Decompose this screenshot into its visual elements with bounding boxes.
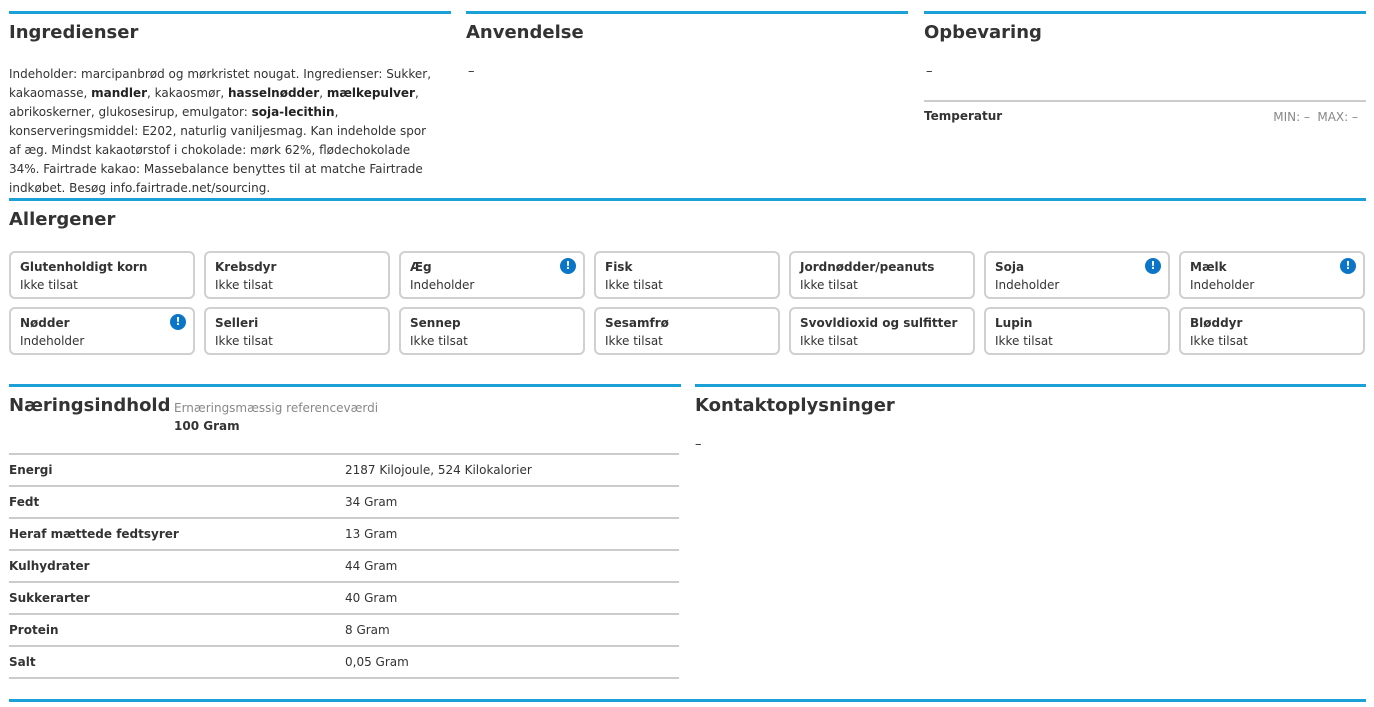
exclamation-circle-icon: !	[1145, 258, 1161, 274]
nutrient-name: Sukkerarter	[9, 591, 90, 605]
allergen-name: Mælk	[1190, 260, 1227, 274]
contact-value: –	[695, 437, 702, 452]
allergen-status: Indeholder	[995, 278, 1060, 292]
contact-section	[695, 384, 1366, 504]
allergen-name: Selleri	[215, 316, 259, 330]
allergen-status: Ikke tilsat	[410, 334, 468, 348]
allergen-status: Ikke tilsat	[605, 278, 663, 292]
temperature-min: MIN: –	[1273, 110, 1310, 124]
allergen-status: Ikke tilsat	[605, 334, 663, 348]
ingredient-text-segment: , konserveringsmiddel: E202, naturlig vaniljesmag. Kan indeholde spor af æg. Mindst kakaotørstof i chokolade: mørk 62%, flødechokolade 34%. Fairtrade kakao: Massebalance benyttes til at matche Fairtrade indkøbet. Besøg info.fairtrade.net/sourcing.	[9, 105, 427, 195]
ingredient-allergen-highlight: mandler	[91, 86, 147, 100]
nutrient-value: 44 Gram	[345, 559, 398, 573]
allergen-name: Fisk	[605, 260, 633, 274]
nutrient-name: Fedt	[9, 495, 40, 509]
ingredients-text	[9, 65, 439, 198]
nutrient-name: Salt	[9, 655, 36, 669]
usage-title: Anvendelse	[466, 22, 584, 43]
allergen-status: Ikke tilsat	[995, 334, 1053, 348]
temperature-label: Temperatur	[924, 109, 1003, 123]
usage-value: –	[468, 64, 475, 79]
allergen-grid	[9, 251, 1366, 355]
nutrition-row	[9, 647, 679, 679]
nutrient-value: 13 Gram	[345, 527, 398, 541]
usage-section	[466, 11, 908, 131]
allergen-card	[789, 251, 975, 299]
allergen-card	[204, 251, 390, 299]
storage-title: Opbevaring	[924, 22, 1042, 43]
nutrition-section	[9, 384, 681, 684]
allergen-card	[399, 307, 585, 355]
ingredient-text-segment: Indeholder: marcipanbrød og mørkristet nougat. Ingredienser: Sukker, kakaomasse,	[9, 67, 432, 100]
storage-value: –	[926, 64, 933, 79]
nutrient-name: Protein	[9, 623, 59, 637]
temperature-max: MAX: –	[1317, 110, 1358, 124]
allergen-name: Bløddyr	[1190, 316, 1243, 330]
ingredient-allergen-highlight: mælkepulver	[326, 86, 415, 100]
contact-title: Kontaktoplysninger	[695, 395, 895, 416]
nutrition-title: Næringsindhold	[9, 395, 171, 416]
temperature-row	[924, 100, 1366, 130]
exclamation-circle-icon: !	[560, 258, 576, 274]
nutrition-row	[9, 455, 679, 487]
allergen-card	[399, 251, 585, 299]
allergen-name: Soja	[995, 260, 1025, 274]
nutrient-value: 34 Gram	[345, 495, 398, 509]
nutrient-value: 40 Gram	[345, 591, 398, 605]
allergen-card	[594, 307, 780, 355]
allergen-status: Ikke tilsat	[215, 278, 273, 292]
allergen-name: Sennep	[410, 316, 461, 330]
allergen-card	[9, 251, 195, 299]
reference-label: Ernæringsmæssig referenceværdi	[174, 401, 379, 415]
allergens-section	[9, 198, 1366, 358]
allergen-name: Sesamfrø	[605, 316, 669, 330]
ingredients-title: Ingredienser	[9, 22, 139, 43]
allergen-name: Glutenholdigt korn	[20, 260, 148, 274]
allergen-name: Lupin	[995, 316, 1033, 330]
nutrient-value: 0,05 Gram	[345, 655, 409, 669]
allergen-name: Svovldioxid og sulfitter	[800, 316, 958, 330]
nutrition-table	[9, 453, 679, 679]
allergen-name: Nødder	[20, 316, 70, 330]
nutrition-row	[9, 551, 679, 583]
nutrition-row	[9, 487, 679, 519]
nutrient-name: Energi	[9, 463, 53, 477]
allergen-card	[984, 251, 1170, 299]
nutrition-row	[9, 615, 679, 647]
allergen-status: Ikke tilsat	[800, 278, 858, 292]
allergen-name: Jordnødder/peanuts	[800, 260, 935, 274]
ingredient-text-segment: ,	[319, 86, 327, 100]
allergen-status: Indeholder	[20, 334, 85, 348]
exclamation-circle-icon: !	[1340, 258, 1356, 274]
exclamation-circle-icon: !	[170, 314, 186, 330]
allergen-status: Indeholder	[410, 278, 475, 292]
allergen-status: Ikke tilsat	[1190, 334, 1248, 348]
nutrient-value: 8 Gram	[345, 623, 390, 637]
allergen-card	[984, 307, 1170, 355]
nutrition-row	[9, 519, 679, 551]
allergen-status: Indeholder	[1190, 278, 1255, 292]
nutrient-name: Heraf mættede fedtsyrer	[9, 527, 179, 541]
nutrient-name: Kulhydrater	[9, 559, 90, 573]
nutrition-row	[9, 583, 679, 615]
ingredient-allergen-highlight: hasselnødder	[228, 86, 320, 100]
allergen-card	[1179, 307, 1365, 355]
allergen-name: Krebsdyr	[215, 260, 277, 274]
allergen-status: Ikke tilsat	[215, 334, 273, 348]
ingredient-text-segment: , kakaosmør,	[147, 86, 228, 100]
ingredient-allergen-highlight: soja-lecithin	[251, 105, 335, 119]
allergen-card	[594, 251, 780, 299]
allergen-card	[789, 307, 975, 355]
storage-section	[924, 11, 1366, 131]
allergen-card	[204, 307, 390, 355]
allergen-card	[1179, 251, 1365, 299]
allergen-name: Æg	[410, 260, 432, 274]
reference-value: 100 Gram	[174, 419, 240, 433]
ingredient-text-segment: , abrikoskerner, glukosesirup, emulgator:	[9, 86, 419, 119]
allergens-title: Allergener	[9, 209, 116, 230]
allergen-status: Ikke tilsat	[800, 334, 858, 348]
bottom-divider	[9, 699, 1366, 702]
nutrient-value: 2187 Kilojoule, 524 Kilokalorier	[345, 463, 532, 477]
ingredients-section	[9, 11, 451, 195]
allergen-card	[9, 307, 195, 355]
allergen-status: Ikke tilsat	[20, 278, 78, 292]
